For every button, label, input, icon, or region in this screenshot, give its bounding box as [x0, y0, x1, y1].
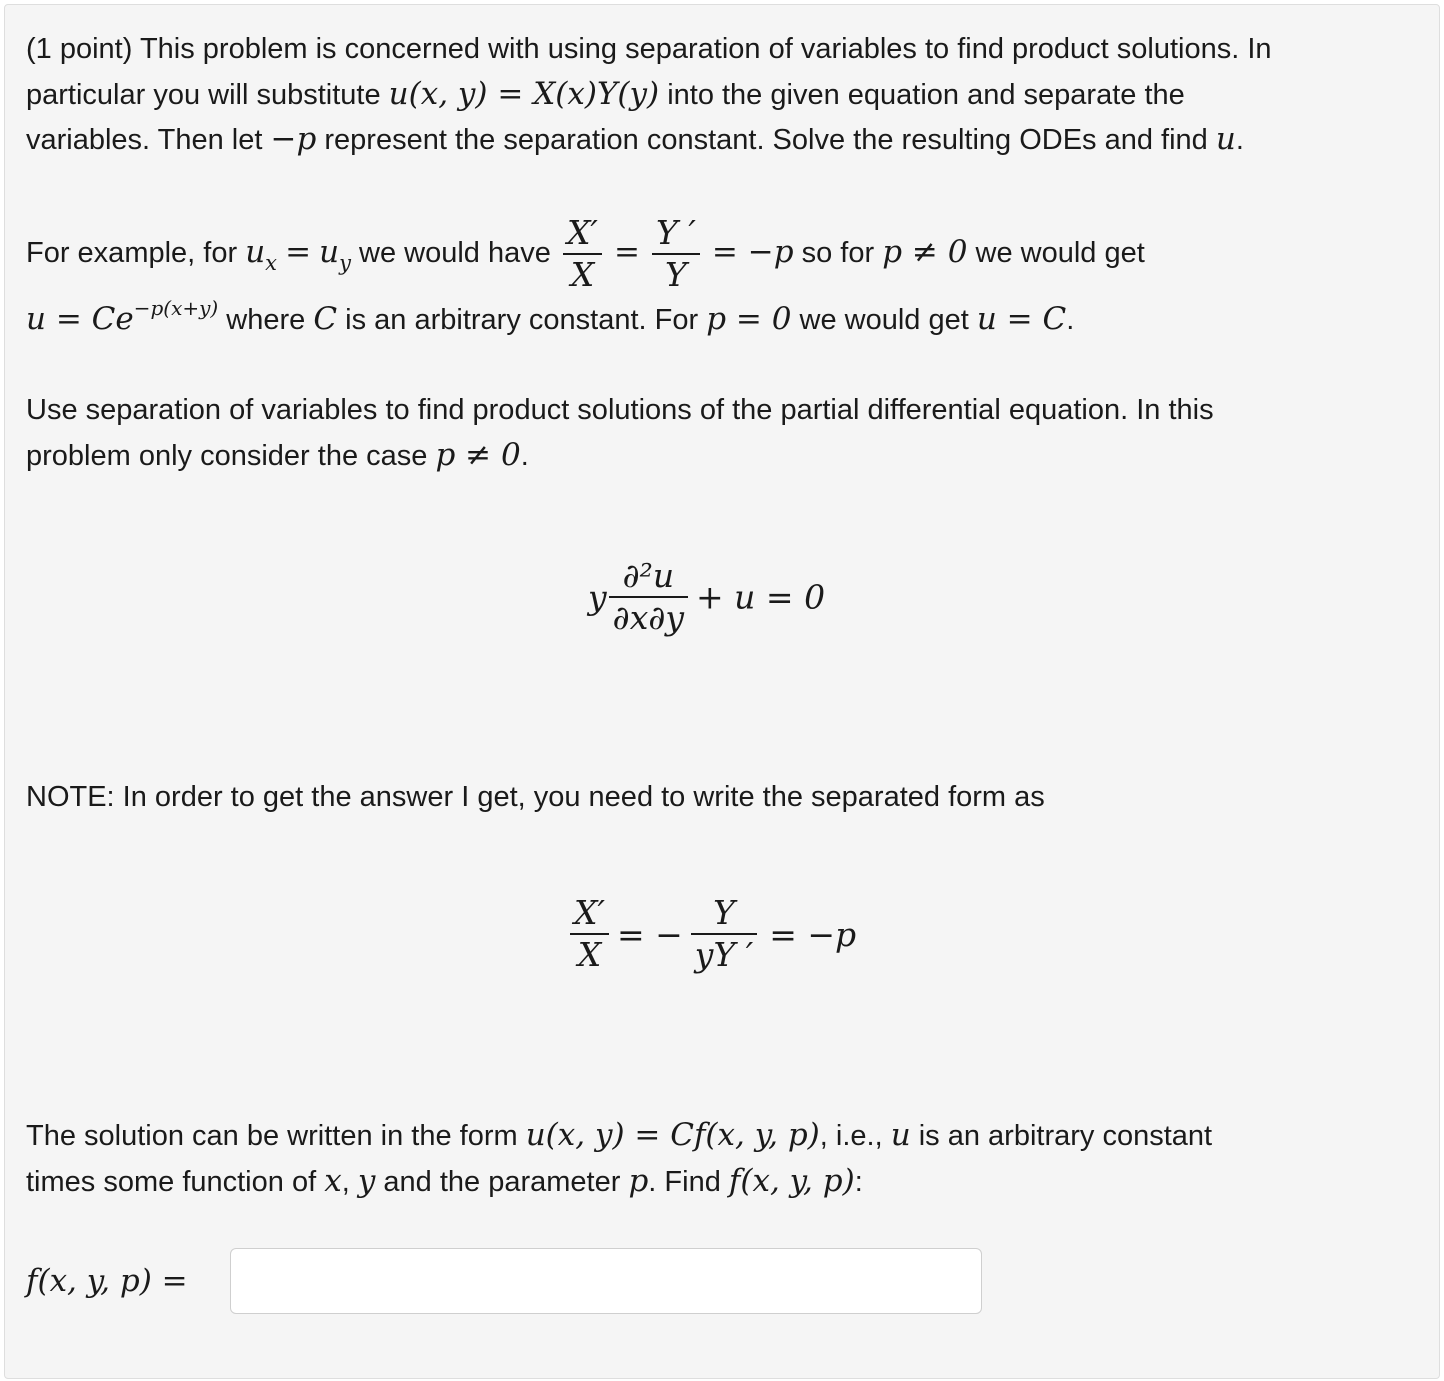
separated-form-equation: $\frac{X'}{X}$ = − $\frac{Y}{yY '}$ = −p	[566, 893, 856, 975]
example-line-1: For example, for $u_x = u_y$ we would have $\frac{X'}{X}$ = $\frac{Y '}{Y}$ = −p so for p ≠ 0 we would get	[26, 213, 1145, 295]
points-label: (1 point)	[26, 33, 133, 65]
intro-line-2: particular you will substitute u(x, y) = X(x)Y(y) into the given equation and separate the	[26, 76, 1185, 112]
solution-line-1: The solution can be written in the form u(x, y) = Cf(x, y, p), i.e., u is an arbitrary constant	[26, 1117, 1213, 1153]
answer-label: f(x, y, p) =	[26, 1263, 188, 1299]
intro-line-3: variables. Then let −p represent the separation constant. Solve the resulting ODEs and find u.	[26, 121, 1244, 157]
example-fraction-x: $\frac{X'}{X}$	[563, 213, 602, 295]
example-line-2: $u = Ce^{-p(x+y)}$ where C is an arbitrary constant. For p = 0 we would get u = C.	[26, 296, 1075, 337]
example-fraction-y: $\frac{Y '}{Y}$	[652, 213, 700, 295]
answer-input[interactable]	[230, 1248, 982, 1314]
substitution-formula: u(x, y) = X(x)Y(y)	[388, 76, 660, 112]
pde-equation: y $\frac{\text{∂²u}}{\partial x\partial y}$ + u = 0	[588, 556, 826, 637]
task-line-2: problem only consider the case p ≠ 0.	[26, 437, 529, 473]
task-line-1: Use separation of variables to find product solutions of the partial differential equation. In this	[26, 394, 1214, 426]
intro-line-1: (1 point) This problem is concerned with using separation of variables to find product solutions. In	[26, 33, 1272, 65]
solution-line-2: times some function of x, y and the parameter p. Find f(x, y, p):	[26, 1163, 863, 1199]
note-text: NOTE: In order to get the answer I get, you need to write the separated form as	[26, 781, 1045, 813]
